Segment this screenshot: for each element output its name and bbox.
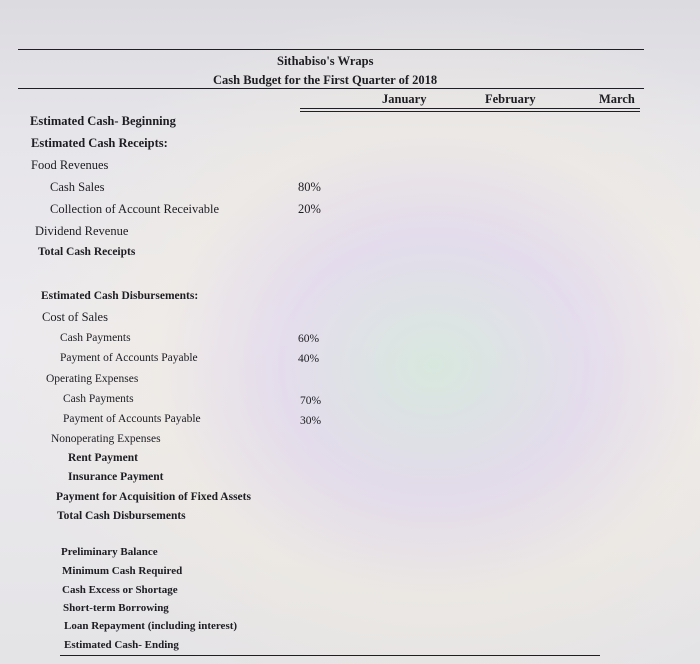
row-payment-fixed-assets: Payment for Acquisition of Fixed Assets <box>56 491 251 503</box>
month-february: February <box>485 92 536 106</box>
row-loan-repayment: Loan Repayment (including interest) <box>64 620 238 632</box>
row-total-cash-disbursements: Total Cash Disbursements <box>57 510 186 522</box>
month-underline-rule <box>300 108 640 109</box>
row-food-revenues: Food Revenues <box>31 158 109 172</box>
row-dividend-revenue: Dividend Revenue <box>35 224 129 238</box>
row-total-cash-receipts: Total Cash Receipts <box>38 246 136 258</box>
row-minimum-cash-required: Minimum Cash Required <box>62 565 183 577</box>
month-march: March <box>599 92 635 106</box>
row-cash-sales: Cash Sales <box>50 180 105 194</box>
row-est-cash-disbursements: Estimated Cash Disbursements: <box>41 290 199 302</box>
row-short-term-borrowing: Short-term Borrowing <box>63 602 169 614</box>
top-rule <box>18 49 644 50</box>
company-name: Sithabiso's Wraps <box>277 54 374 68</box>
row-cos-cash-payments: Cash Payments <box>60 332 131 344</box>
header-rule <box>18 88 644 89</box>
row-preliminary-balance: Preliminary Balance <box>61 546 158 558</box>
row-est-cash-ending: Estimated Cash- Ending <box>64 639 179 651</box>
row-cos-payment-ap: Payment of Accounts Payable <box>60 352 198 364</box>
row-collection-ar: Collection of Account Receivable <box>50 202 220 216</box>
row-est-cash-receipts: Estimated Cash Receipts: <box>31 136 168 150</box>
row-cash-excess-shortage: Cash Excess or Shortage <box>62 584 178 596</box>
row-cost-of-sales: Cost of Sales <box>42 310 108 324</box>
pct-cos-payment-ap: 40% <box>298 353 320 365</box>
pct-opex-payment-ap: 30% <box>300 415 322 427</box>
row-operating-expenses: Operating Expenses <box>46 373 139 385</box>
pct-cash-sales: 80% <box>298 180 321 194</box>
bottom-rule <box>60 655 600 656</box>
row-rent-payment: Rent Payment <box>68 452 138 464</box>
row-nonoperating-expenses: Nonoperating Expenses <box>51 433 161 445</box>
row-opex-payment-ap: Payment of Accounts Payable <box>63 413 201 425</box>
row-est-cash-beginning: Estimated Cash- Beginning <box>30 114 176 128</box>
month-january: January <box>382 92 427 106</box>
row-insurance-payment: Insurance Payment <box>68 471 164 483</box>
pct-collection-ar: 20% <box>298 202 321 216</box>
row-opex-cash-payments: Cash Payments <box>63 393 134 405</box>
pct-opex-cash-payments: 70% <box>300 395 322 407</box>
budget-subtitle: Cash Budget for the First Quarter of 2018 <box>213 73 438 87</box>
pct-cos-cash-payments: 60% <box>298 333 320 345</box>
month-underline-rule-2 <box>300 111 640 112</box>
